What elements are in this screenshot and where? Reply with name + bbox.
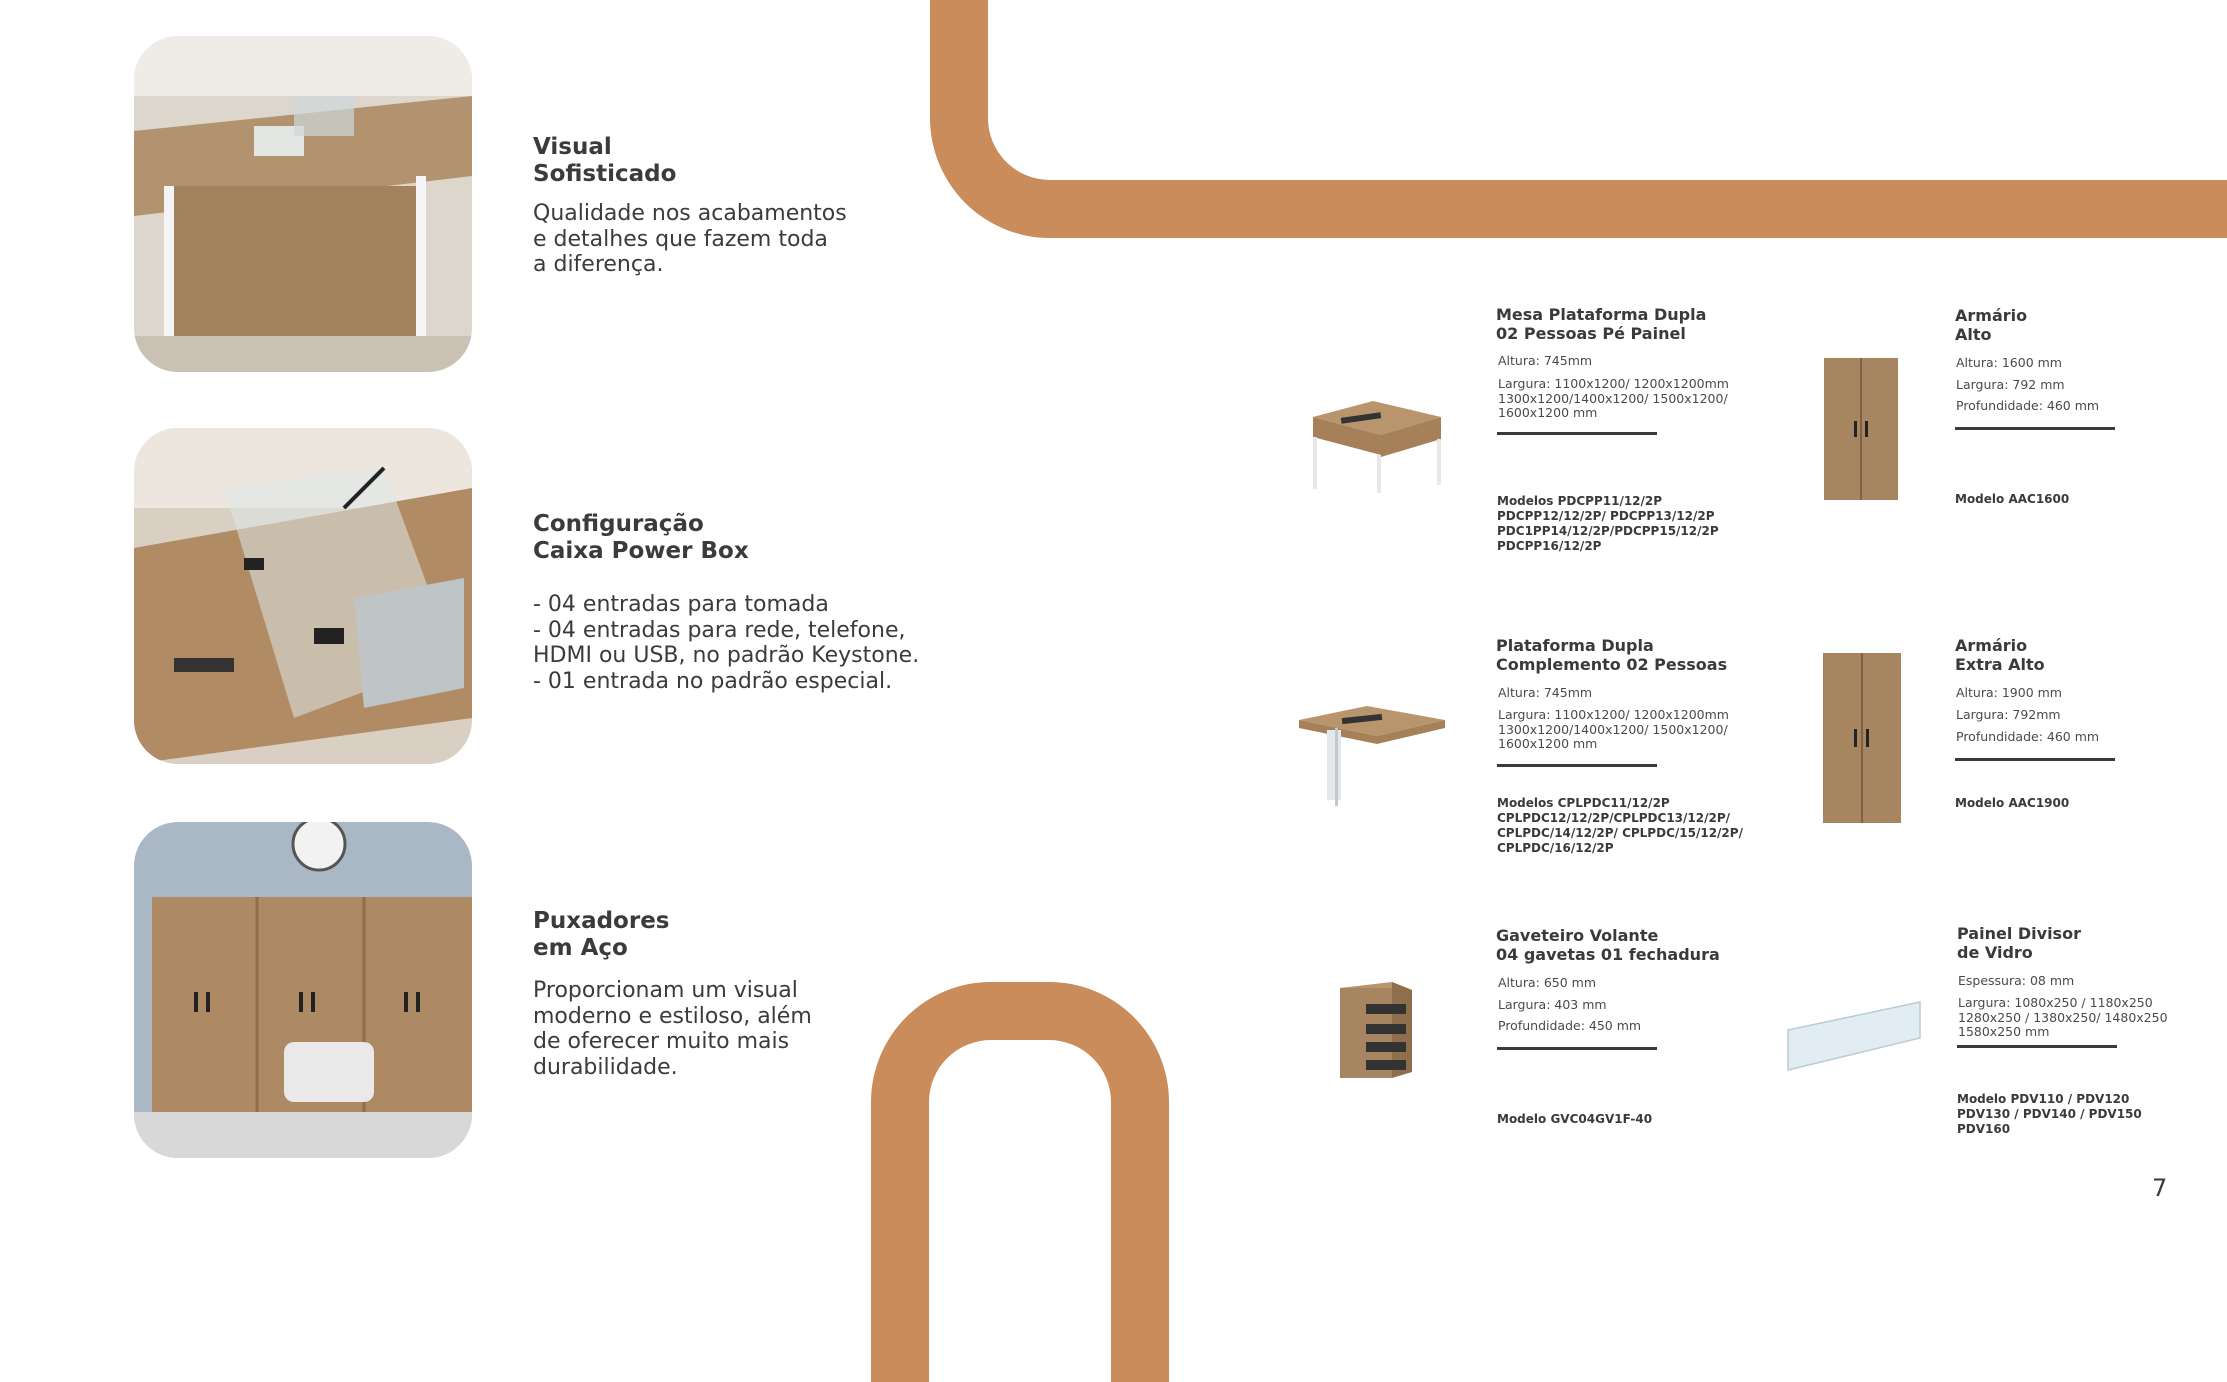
product-image-plataforma-complemento [1297, 700, 1447, 810]
feature-title-handles: Puxadores em Aço [533, 908, 670, 961]
feature-body-powerbox: - 04 entradas para tomada - 04 entradas para rede, telefone, HDMI ou USB, no padrão Keystone. - 01 entrada no padrão especial. [533, 592, 920, 694]
product-divider [1497, 1047, 1657, 1050]
product-model-plataforma-complemento: Modelos CPLPDC11/12/2P CPLPDC12/12/2P/CPLPDC13/12/2P/ CPLPDC/14/12/2P/ CPLPDC/15/12/2P/ CPLPDC/16/12/2P [1497, 796, 1743, 855]
decorative-arc-bottom [871, 982, 1169, 1382]
product-spec-height: Altura: 1900 mm [1956, 685, 2062, 700]
feature-photo-cabinets [134, 822, 472, 1158]
product-model-armario-alto: Modelo AAC1600 [1955, 492, 2070, 506]
product-title-mesa-plataforma: Mesa Plataforma Dupla 02 Pessoas Pé Painel [1496, 305, 1707, 343]
product-spec-width: Largura: 1100x1200/ 1200x1200mm 1300x1200/1400x1200/ 1500x1200/ 1600x1200 mm [1498, 376, 1729, 420]
product-spec-width: Largura: 403 mm [1498, 997, 1607, 1012]
product-title-armario-alto: Armário Alto [1955, 306, 2028, 344]
product-spec-width: Largura: 1100x1200/ 1200x1200mm 1300x1200/1400x1200/ 1500x1200/ 1600x1200 mm [1498, 707, 1729, 751]
decorative-arc-top [930, 0, 2227, 238]
product-model-painel-vidro: Modelo PDV110 / PDV120 PDV130 / PDV140 / PDV150 PDV160 [1957, 1092, 2142, 1136]
product-spec-height: Altura: 1600 mm [1956, 355, 2062, 370]
product-divider [1497, 764, 1657, 767]
product-title-armario-extra-alto: Armário Extra Alto [1955, 636, 2045, 674]
product-spec-width: Largura: 792mm [1956, 707, 2061, 722]
product-image-armario-alto [1822, 356, 1900, 504]
product-title-painel-vidro: Painel Divisor de Vidro [1957, 924, 2081, 962]
product-image-mesa-plataforma [1303, 395, 1443, 495]
product-spec-height: Altura: 745mm [1498, 353, 1593, 368]
feature-photo-desk [134, 36, 472, 372]
product-model-armario-extra-alto: Modelo AAC1900 [1955, 796, 2070, 810]
product-model-mesa-plataforma: Modelos PDCPP11/12/2P PDCPP12/12/2P/ PDCPP13/12/2P PDC1PP14/12/2P/PDCPP15/12/2P PDCPP16/12/2P [1497, 494, 1719, 553]
product-divider [1497, 432, 1657, 435]
product-image-gaveteiro [1336, 980, 1416, 1082]
product-image-armario-extra-alto [1821, 651, 1903, 827]
product-spec-depth: Profundidade: 450 mm [1498, 1018, 1642, 1033]
product-spec-width: Largura: 792 mm [1956, 377, 2065, 392]
product-spec-height: Altura: 650 mm [1498, 975, 1597, 990]
feature-title-powerbox: Configuração Caixa Power Box [533, 511, 749, 564]
product-title-gaveteiro: Gaveteiro Volante 04 gavetas 01 fechadura [1496, 926, 1720, 964]
product-divider [1955, 758, 2115, 761]
page-number: 7 [2152, 1174, 2168, 1202]
product-spec-depth: Profundidade: 460 mm [1956, 398, 2100, 413]
feature-photo-powerbox [134, 428, 472, 764]
product-spec-depth: Profundidade: 460 mm [1956, 729, 2100, 744]
feature-body-visual: Qualidade nos acabamentos e detalhes que fazem toda a diferença. [533, 201, 847, 277]
product-image-painel-vidro [1784, 1000, 1924, 1075]
product-divider [1957, 1045, 2117, 1048]
feature-body-handles: Proporcionam um visual moderno e estiloso, além de oferecer muito mais durabilidade. [533, 978, 812, 1080]
product-title-plataforma-complemento: Plataforma Dupla Complemento 02 Pessoas [1496, 636, 1728, 674]
product-divider [1955, 427, 2115, 430]
product-spec-thickness: Espessura: 08 mm [1958, 973, 2075, 988]
product-model-gaveteiro: Modelo GVC04GV1F-40 [1497, 1112, 1653, 1126]
feature-title-visual: Visual Sofisticado [533, 134, 677, 187]
product-spec-height: Altura: 745mm [1498, 685, 1593, 700]
product-spec-width: Largura: 1080x250 / 1180x250 1280x250 / 1380x250/ 1480x250 1580x250 mm [1958, 995, 2168, 1039]
